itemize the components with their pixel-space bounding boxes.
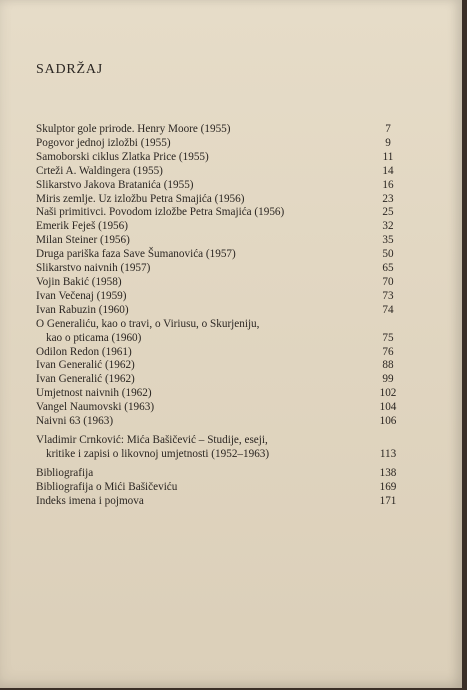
toc-entry-title: Emerik Feješ (1956)	[36, 220, 128, 233]
toc-entry-title: Skulptor gole prirode. Henry Moore (1955)	[36, 123, 231, 135]
toc-entry-page-number: 14	[382, 164, 394, 177]
toc-entry	[36, 415, 408, 429]
toc-entry	[36, 467, 408, 481]
toc-entry	[36, 248, 408, 262]
toc-entry-title: Naivni 63 (1963)	[36, 415, 114, 428]
toc-group	[36, 434, 408, 462]
toc-entry	[36, 165, 408, 179]
toc-entry-title: Miris zemlje. Uz izložbu Petra Smajića (1956)	[36, 192, 245, 205]
toc-entry-page-number: 11	[382, 150, 394, 163]
toc-entry-page-number: 73	[382, 289, 394, 302]
toc-entry-title: Ivan Rabuzin (1960)	[36, 303, 129, 316]
toc-entry	[36, 434, 408, 462]
toc-entry-page-number: 99	[382, 373, 394, 386]
toc-entry-page-number: 113	[379, 447, 397, 460]
toc-entry-page-number: 16	[382, 178, 394, 191]
toc-entry-title-continuation: kao o pticama (1960)	[46, 331, 142, 344]
toc-entry-page-number: 104	[379, 401, 397, 414]
toc-entry-page-number: 76	[382, 345, 394, 358]
toc-entry-page-number: 169	[379, 480, 397, 493]
toc-entry-page-number: 32	[382, 220, 394, 233]
toc-entry	[36, 290, 408, 304]
toc-entry	[36, 123, 408, 137]
toc-entry-title: Slikarstvo Jakova Bratanića (1955)	[36, 178, 194, 191]
toc-entry-title: Ivan Generalić (1962)	[36, 359, 135, 372]
toc-entry	[36, 346, 408, 360]
toc-entry-page-number: 7	[385, 123, 391, 135]
toc-entry-title-continuation: kritike i zapisi o likovnoj umjetnosti (1952–1963)	[46, 447, 270, 460]
toc-entry-title: Crteži A. Waldingera (1955)	[36, 164, 163, 177]
toc-entry-title: Druga pariška faza Save Šumanovića (1957)	[36, 248, 236, 261]
table-of-contents	[36, 123, 408, 508]
toc-entry	[36, 359, 408, 373]
toc-entry-page-number: 70	[382, 275, 394, 288]
toc-entry-title: Pogovor jednoj izložbi (1955)	[36, 136, 171, 149]
toc-entry-title: Odilon Redon (1961)	[36, 345, 132, 358]
toc-entry-title: Ivan Generalić (1962)	[36, 373, 135, 386]
toc-entry-page-number: 171	[379, 494, 397, 507]
toc-entry-title: Slikarstvo naivnih (1957)	[36, 262, 151, 275]
toc-entry-title: Milan Steiner (1956)	[36, 234, 130, 247]
toc-entry	[36, 234, 408, 248]
toc-entry	[36, 179, 408, 193]
toc-entry-page-number: 102	[379, 387, 397, 400]
toc-entry-title: Ivan Večenaj (1959)	[36, 289, 127, 302]
toc-entry-page-number: 75	[382, 331, 394, 344]
toc-entry-page-number: 138	[379, 466, 397, 479]
toc-entry-page-number: 9	[385, 136, 391, 149]
toc-entry-title: Vojin Bakić (1958)	[36, 275, 122, 288]
toc-entry	[36, 220, 408, 234]
toc-entry-page-number: 65	[382, 262, 394, 275]
toc-entry-title: Bibliografija	[36, 466, 94, 479]
toc-entry	[36, 481, 408, 495]
toc-entry-page-number: 35	[382, 234, 394, 247]
toc-entry-title: Vangel Naumovski (1963)	[36, 401, 155, 414]
toc-entry-page-number: 50	[382, 248, 394, 261]
toc-entry-page-number: 74	[382, 303, 394, 316]
toc-entry	[36, 373, 408, 387]
toc-entry	[36, 193, 408, 207]
toc-heading: SADRŽAJ	[36, 62, 104, 77]
toc-entry-page-number: 25	[382, 206, 394, 219]
toc-entry	[36, 495, 408, 509]
toc-entry-title: Umjetnost naivnih (1962)	[36, 387, 152, 400]
toc-entry	[36, 318, 408, 346]
toc-entry	[36, 276, 408, 290]
toc-entry-title: Vladimir Crnković: Mića Bašičević – Studije, eseji,	[36, 433, 268, 446]
toc-entry	[36, 304, 408, 318]
toc-entry-title: Samoborski ciklus Zlatka Price (1955)	[36, 150, 209, 163]
toc-entry	[36, 401, 408, 415]
toc-entry-page-number: 23	[382, 192, 394, 205]
toc-entry-page-number: 106	[379, 415, 397, 428]
toc-entry	[36, 137, 408, 151]
toc-entry	[36, 206, 408, 220]
toc-entry-title: Bibliografija o Mići Bašičeviću	[36, 480, 178, 493]
toc-entry-page-number: 88	[382, 359, 394, 372]
toc-entry-title: Indeks imena i pojmova	[36, 494, 144, 507]
toc-entry	[36, 262, 408, 276]
toc-group	[36, 467, 408, 509]
toc-group	[36, 123, 408, 429]
toc-entry-title: O Generaliću, kao o travi, o Viriusu, o Skurjeniju,	[36, 317, 260, 330]
toc-entry	[36, 387, 408, 401]
toc-entry	[36, 151, 408, 165]
toc-entry-title: Naši primitivci. Povodom izložbe Petra Smajića (1956)	[36, 206, 285, 219]
